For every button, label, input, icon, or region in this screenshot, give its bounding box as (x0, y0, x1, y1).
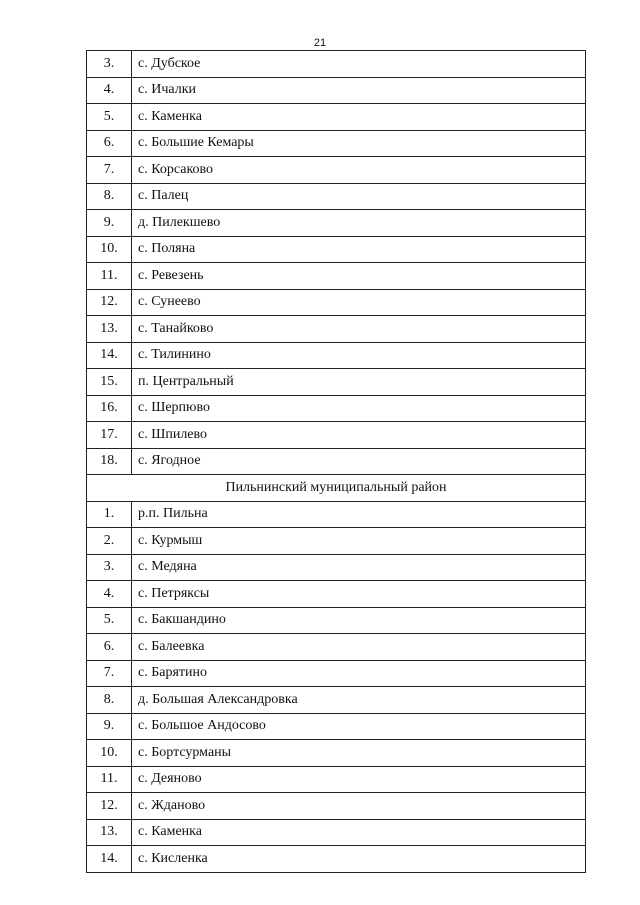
table-row (87, 660, 586, 687)
table-row (87, 793, 586, 820)
table-row (87, 554, 586, 581)
row-number: 10. (87, 740, 132, 767)
row-number: 9. (87, 713, 132, 740)
row-number: 8. (87, 687, 132, 714)
table-row (87, 51, 586, 78)
row-number: 17. (87, 422, 132, 449)
settlement-name: с. Сунеево (132, 289, 586, 316)
settlement-name: с. Большое Андосово (132, 713, 586, 740)
settlement-name: с. Корсаково (132, 157, 586, 184)
row-number: 12. (87, 289, 132, 316)
row-number: 4. (87, 77, 132, 104)
table-row (87, 448, 586, 475)
row-number: 4. (87, 581, 132, 608)
table-row (87, 289, 586, 316)
settlement-name: п. Центральный (132, 369, 586, 396)
section-title: Пильнинский муниципальный район (87, 475, 586, 502)
settlements-table (86, 50, 586, 873)
settlement-name: с. Ичалки (132, 77, 586, 104)
table-row (87, 766, 586, 793)
settlement-name: с. Ревезень (132, 263, 586, 290)
page-number: 21 (313, 37, 327, 49)
row-number: 5. (87, 607, 132, 634)
row-number: 15. (87, 369, 132, 396)
settlement-name: с. Курмыш (132, 528, 586, 555)
table-row (87, 501, 586, 528)
table-row (87, 422, 586, 449)
table-row (87, 528, 586, 555)
table-row (87, 77, 586, 104)
settlement-name: с. Кисленка (132, 846, 586, 873)
table-row (87, 846, 586, 873)
settlement-name: с. Палец (132, 183, 586, 210)
settlement-name: с. Бакшандино (132, 607, 586, 634)
table-row (87, 369, 586, 396)
table-row (87, 342, 586, 369)
settlement-name: с. Шпилево (132, 422, 586, 449)
table-row (87, 104, 586, 131)
row-number: 14. (87, 342, 132, 369)
table-row (87, 634, 586, 661)
table-row (87, 157, 586, 184)
table-row (87, 607, 586, 634)
table-row (87, 210, 586, 237)
row-number: 3. (87, 51, 132, 78)
row-number: 11. (87, 766, 132, 793)
settlement-name: с. Балеевка (132, 634, 586, 661)
settlement-name: с. Бортсурманы (132, 740, 586, 767)
table-row (87, 130, 586, 157)
row-number: 6. (87, 130, 132, 157)
row-number: 12. (87, 793, 132, 820)
settlement-name: с. Поляна (132, 236, 586, 263)
settlement-name: с. Медяна (132, 554, 586, 581)
settlement-name: д. Пилекшево (132, 210, 586, 237)
table-row (87, 236, 586, 263)
settlement-name: с. Танайково (132, 316, 586, 343)
row-number: 6. (87, 634, 132, 661)
settlement-name: с. Барятино (132, 660, 586, 687)
settlement-name: с. Тилинино (132, 342, 586, 369)
settlement-name: с. Шерпюво (132, 395, 586, 422)
row-number: 18. (87, 448, 132, 475)
settlement-name: с. Жданово (132, 793, 586, 820)
row-number: 5. (87, 104, 132, 131)
table-row (87, 713, 586, 740)
settlement-name: р.п. Пильна (132, 501, 586, 528)
row-number: 1. (87, 501, 132, 528)
row-number: 7. (87, 660, 132, 687)
table-row (87, 819, 586, 846)
row-number: 9. (87, 210, 132, 237)
settlement-name: с. Большие Кемары (132, 130, 586, 157)
row-number: 2. (87, 528, 132, 555)
row-number: 11. (87, 263, 132, 290)
table-row (87, 395, 586, 422)
section-header-row (87, 475, 586, 502)
row-number: 13. (87, 316, 132, 343)
table-row (87, 687, 586, 714)
settlement-name: с. Дубское (132, 51, 586, 78)
settlement-name: с. Петряксы (132, 581, 586, 608)
table-row (87, 316, 586, 343)
table-row (87, 581, 586, 608)
settlement-name: с. Каменка (132, 104, 586, 131)
row-number: 10. (87, 236, 132, 263)
row-number: 3. (87, 554, 132, 581)
settlement-name: д. Большая Александровка (132, 687, 586, 714)
table-row (87, 263, 586, 290)
row-number: 7. (87, 157, 132, 184)
row-number: 16. (87, 395, 132, 422)
settlement-name: с. Деяново (132, 766, 586, 793)
row-number: 14. (87, 846, 132, 873)
settlement-name: с. Ягодное (132, 448, 586, 475)
settlement-name: с. Каменка (132, 819, 586, 846)
table-row (87, 183, 586, 210)
row-number: 8. (87, 183, 132, 210)
row-number: 13. (87, 819, 132, 846)
table-row (87, 740, 586, 767)
